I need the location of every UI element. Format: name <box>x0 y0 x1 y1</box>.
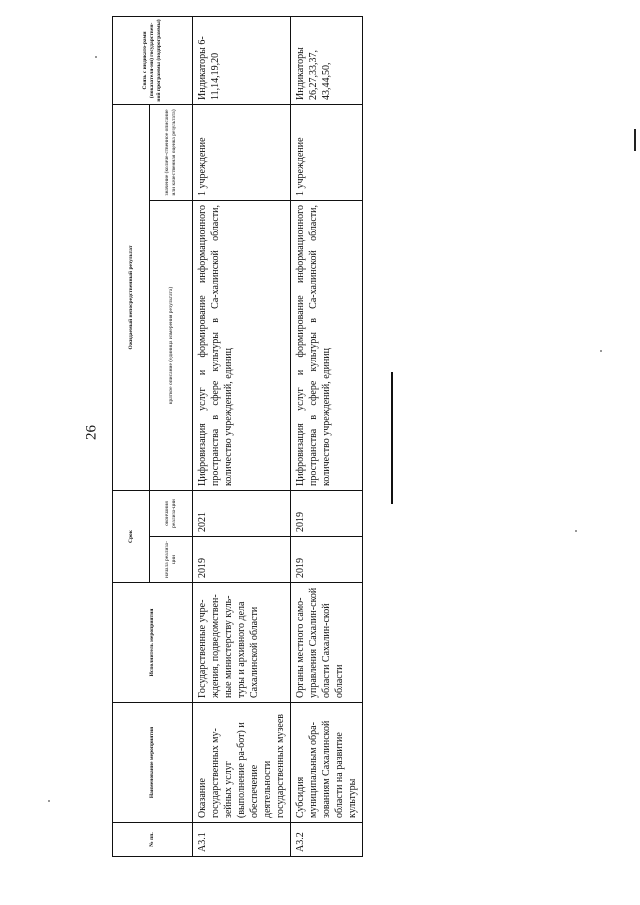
row-term-end: 2019 <box>291 490 363 536</box>
scan-speck <box>600 350 602 352</box>
header-number: № пп. <box>113 823 193 857</box>
row-term-end: 2021 <box>193 490 291 536</box>
row-indicator-link: Индикаторы 6-11,14,19,20 <box>193 16 291 104</box>
scan-edge-mark <box>634 129 636 151</box>
header-result-description: краткое описание (единица измерения результата) <box>150 200 193 490</box>
scan-speck <box>575 530 577 532</box>
measures-table <box>112 16 363 857</box>
row-measure-name: Оказание государственных му-зейных услуг (выполнение ра-бот) и обеспечение деятельности государственных музеев <box>193 703 291 823</box>
page-number: 26 <box>83 425 100 440</box>
row-executor: Органы местного само-управления Сахалин-ской области Сахалин-ской области <box>291 583 363 703</box>
header-indicator-link: Связь с индикато-рами (показателя-ми) государствен-ной программы (подпрограммы) <box>113 16 193 104</box>
table-row <box>291 16 363 856</box>
header-term-start: начала реализа-ции <box>150 537 193 583</box>
header-measure-name: Наименование мероприятия <box>113 703 193 823</box>
row-number: А3.1 <box>193 823 291 857</box>
table-row <box>193 16 291 856</box>
header-result-value: значение (количе-ственное описание или качественная оценка результата) <box>150 104 193 200</box>
row-executor: Государственные учре-ждения, подведомствен-ные министерству куль-туры и архивного дела Сахалинской области <box>193 583 291 703</box>
signature-rule <box>391 372 393 504</box>
row-result-value: 1 учреждение <box>193 104 291 200</box>
row-measure-name: Субсидия муниципальным обра-зованиям Сахалинской области на развитие культуры <box>291 703 363 823</box>
row-number: А3.2 <box>291 823 363 857</box>
header-expected-result: Ожидаемый непосредственный результат <box>113 104 150 490</box>
row-result-description: Цифровизация услуг и формирование информационного пространства в сфере культуры в Са-халинской области, количество учреждений, единиц <box>291 200 363 490</box>
header-term: Срок <box>113 490 150 582</box>
scan-speck <box>95 56 97 58</box>
row-term-start: 2019 <box>193 537 291 583</box>
row-indicator-link: Индикаторы 26,27,33,37, 43,44,50, <box>291 16 363 104</box>
row-result-description: Цифровизация услуг и формирование информационного пространства в сфере культуры в Са-халинской области, количество учреждений, единиц <box>193 200 291 490</box>
rotated-table-container <box>112 17 358 857</box>
row-result-value: 1 учреждение <box>291 104 363 200</box>
header-term-end: окончания реализа-ции <box>150 490 193 536</box>
row-term-start: 2019 <box>291 537 363 583</box>
scan-speck <box>48 800 50 802</box>
header-executor: Исполнитель мероприятия <box>113 583 193 703</box>
header-row-main <box>113 16 150 856</box>
